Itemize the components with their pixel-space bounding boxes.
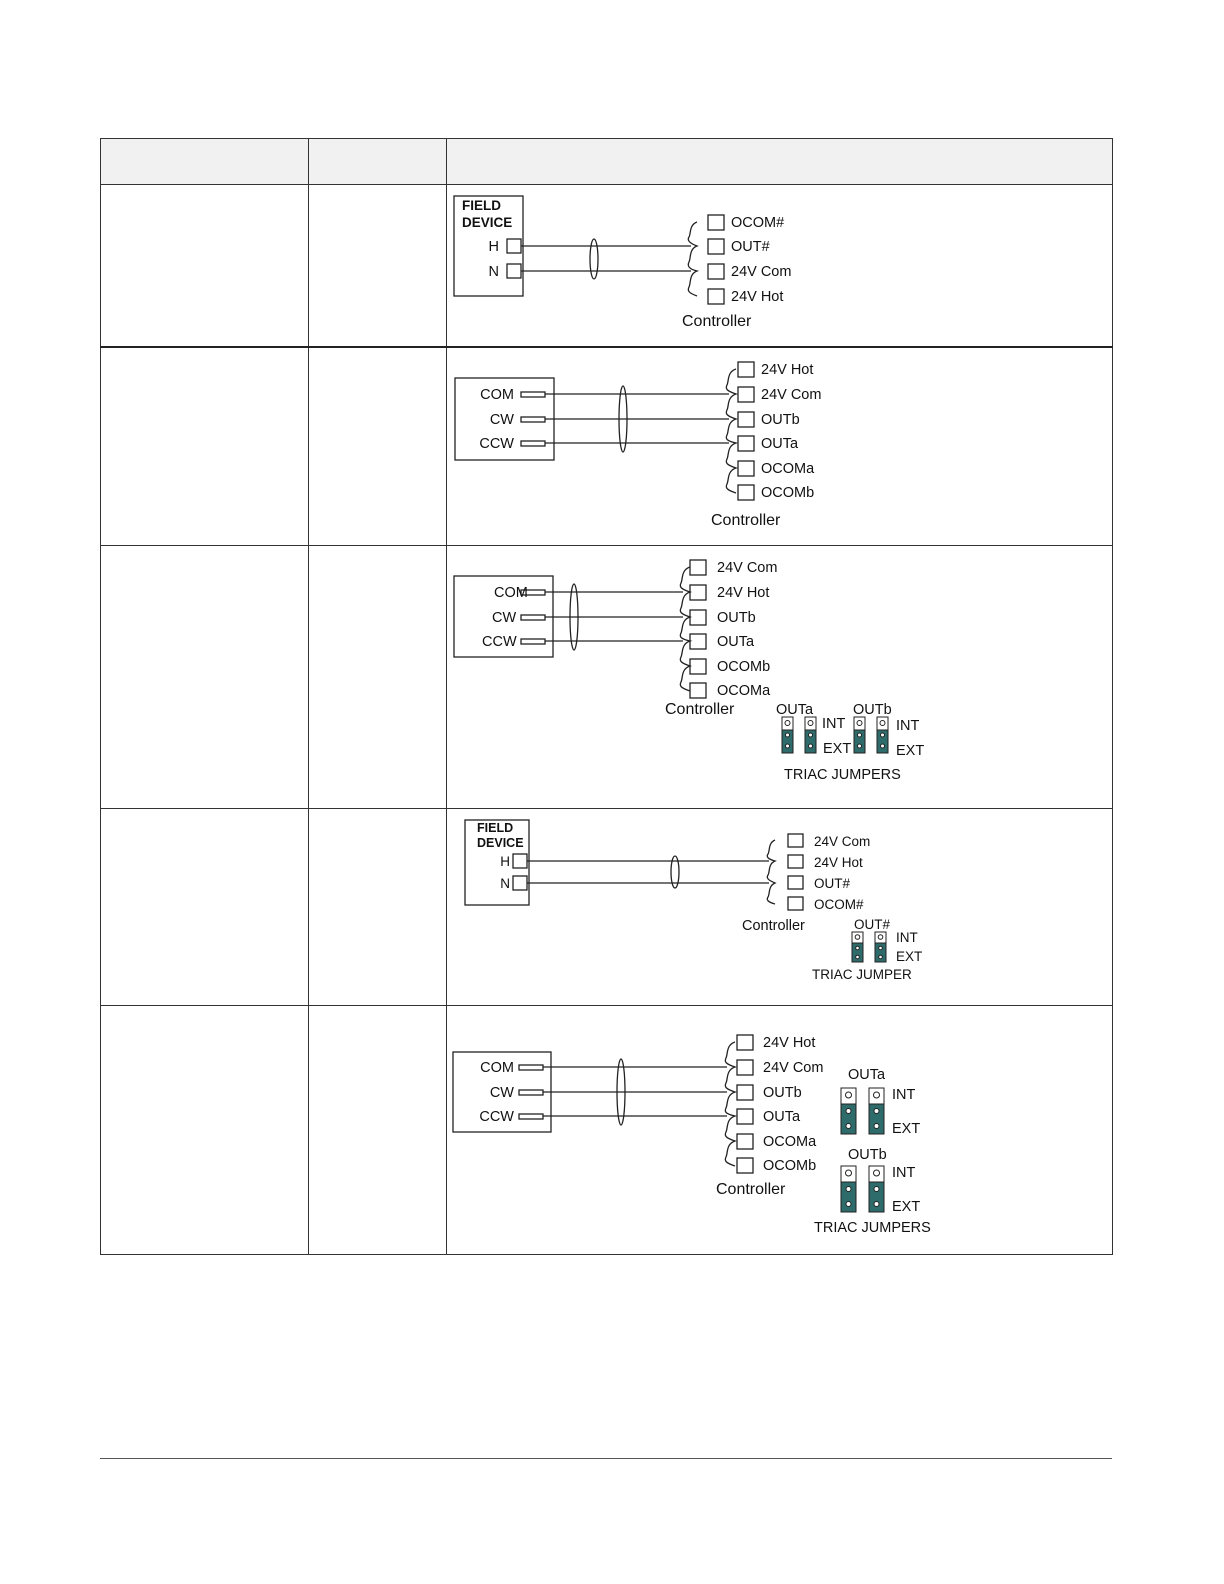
wiring-diagram-5 [447,1006,1111,1253]
wiring-diagram-4 [447,809,1111,1004]
terminal-label: 24V Hot [761,361,814,378]
controller-terminal [737,1085,753,1100]
wiring-diagram-1 [447,185,1111,345]
header-cell [101,139,309,185]
jumper-caption: TRIAC JUMPER [812,967,912,982]
type-cell [309,546,447,809]
controller-terminal [738,362,754,377]
table-row [101,185,1113,347]
table-header-row [101,139,1113,185]
device-terminal [521,639,545,644]
terminal-brace [688,222,697,296]
terminal-label: OCOMa [763,1134,817,1150]
table-row [101,1006,1113,1255]
terminal-label: OUTa [763,1109,801,1125]
controller-terminal [737,1060,753,1075]
controller-label: Controller [716,1181,786,1198]
controller-terminal [737,1109,753,1124]
terminal-label: OUTb [717,610,756,626]
device-pin-label: CCW [479,1109,514,1125]
jumper-ext-label: EXT [892,1199,921,1215]
device-terminal [507,264,521,278]
description-cell [101,546,309,809]
description-cell [101,1006,309,1255]
device-pin-label: COM [480,1060,514,1076]
cable-bundle [590,239,598,279]
type-cell [309,1006,447,1255]
device-terminal [507,239,521,253]
terminal-label: OUTa [761,435,799,452]
controller-terminal [690,683,706,698]
device-title: FIELD [477,821,514,835]
controller-terminal [690,634,706,649]
terminal-label: OCOMb [761,484,815,501]
terminal-label: OCOM# [814,897,864,912]
controller-terminal [738,387,754,402]
jumper-int-label: INT [896,718,920,734]
controller-terminal [690,560,706,575]
wiring-diagram-3 [447,546,1111,807]
device-pin-label: CW [489,411,514,428]
terminal-label: OCOMa [717,683,771,699]
device-pin-label: N [488,264,499,280]
controller-label: Controller [711,511,781,529]
device-terminal [521,615,545,620]
terminal-brace [767,840,775,904]
jumper-group-label: OUTb [853,702,892,718]
device-pin-label: COM [480,386,514,403]
terminal-label: OCOM# [731,215,785,231]
device-terminal [519,1065,543,1070]
controller-label: Controller [742,918,805,934]
jumper-ext-label: EXT [823,741,852,757]
terminal-label: 24V Com [763,1060,824,1076]
device-pin-label: CW [489,1085,514,1101]
terminal-brace [726,369,736,493]
controller-terminal [788,834,803,847]
controller-terminal [737,1134,753,1149]
device-pin-label: COM [494,585,528,601]
device-terminal [513,854,527,868]
terminal-label: OUT# [814,876,851,891]
terminal-label: 24V Com [761,386,822,403]
controller-terminal [708,215,724,230]
table-row [101,546,1113,809]
terminal-label: OUTb [763,1085,802,1101]
header-cell [309,139,447,185]
description-cell [101,809,309,1006]
terminal-brace [680,567,690,691]
controller-label: Controller [665,701,735,718]
controller-terminal [738,436,754,451]
triac-jumpers [852,932,886,962]
device-title: FIELD [462,198,501,213]
diagram-cell [447,347,1113,546]
type-cell [309,809,447,1006]
terminal-label: OUT# [731,239,770,255]
diagram-cell [447,1006,1113,1255]
device-pin-label: CCW [482,634,517,650]
jumper-int-label: INT [892,1165,916,1181]
device-terminal [521,417,545,422]
jumper-group-label: OUT# [854,917,891,932]
terminal-label: OUTa [717,634,755,650]
terminal-label: OCOMb [717,659,771,675]
device-pin-label: H [488,239,499,255]
device-pin-label: H [500,854,510,869]
terminal-label: 24V Hot [814,855,863,870]
diagram-cell [447,185,1113,347]
description-cell [101,185,309,347]
controller-terminal [788,897,803,910]
device-title: DEVICE [477,836,524,850]
jumper-int-label: INT [896,930,918,945]
jumper-int-label: INT [892,1087,916,1103]
wiring-diagram-2 [447,348,1111,544]
device-pin-label: CW [492,610,517,626]
jumper-ext-label: EXT [896,743,925,759]
device-terminal [521,441,545,446]
controller-terminal [737,1158,753,1173]
type-cell [309,185,447,347]
controller-terminal [788,876,803,889]
terminal-label: 24V Hot [763,1035,816,1051]
terminal-label: OCOMa [761,460,815,477]
header-cell [447,139,1113,185]
terminal-label: 24V Com [717,560,778,576]
controller-terminal [738,412,754,427]
jumper-int-label: INT [822,716,846,732]
table-row [101,809,1113,1006]
controller-terminal [708,239,724,254]
jumper-caption: TRIAC JUMPERS [814,1220,931,1236]
device-pin-label: N [500,876,510,891]
controller-terminal [738,485,754,500]
wiring-table [100,138,1113,1255]
jumper-caption: TRIAC JUMPERS [784,767,901,783]
controller-terminal [690,585,706,600]
terminal-label: 24V Com [731,264,792,280]
controller-terminal [788,855,803,868]
jumper-ext-label: EXT [896,949,923,964]
jumper-group-label: OUTa [848,1067,886,1083]
device-pin-label: CCW [479,435,514,452]
controller-terminal [738,461,754,476]
jumper-group-label: OUTa [776,702,814,718]
device-title: DEVICE [462,215,513,230]
controller-terminal [708,264,724,279]
controller-label: Controller [682,313,752,330]
jumper-ext-label: EXT [892,1121,921,1137]
terminal-label: OUTb [761,411,800,428]
terminal-label: OCOMb [763,1158,817,1174]
device-terminal [521,392,545,397]
diagram-cell [447,809,1113,1006]
description-cell [101,347,309,546]
device-terminal [519,1114,543,1119]
terminal-label: 24V Hot [731,289,784,305]
controller-terminal [708,289,724,304]
terminal-brace [725,1042,735,1166]
device-terminal [519,1090,543,1095]
footer-rule [100,1458,1112,1459]
terminal-label: 24V Hot [717,585,770,601]
device-terminal [513,876,527,890]
controller-terminal [690,610,706,625]
controller-terminal [690,659,706,674]
table-row [101,347,1113,546]
terminal-label: 24V Com [814,834,871,849]
type-cell [309,347,447,546]
diagram-cell [447,546,1113,809]
controller-terminal [737,1035,753,1050]
jumper-group-label: OUTb [848,1147,887,1163]
